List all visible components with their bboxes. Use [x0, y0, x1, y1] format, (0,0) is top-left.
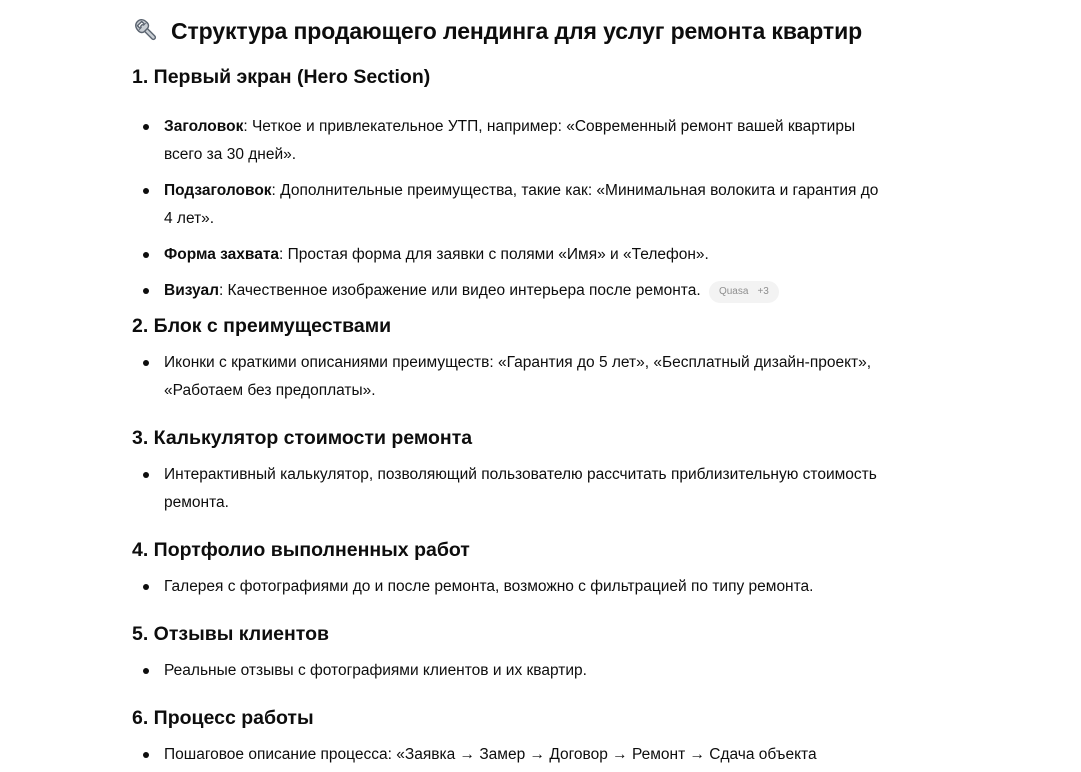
list-item: [132, 741, 912, 769]
bullet-list: [132, 741, 912, 769]
item-label: Форма захвата: [164, 246, 280, 263]
section-portfolio: [132, 537, 912, 601]
list-item: [132, 241, 912, 269]
section-heading: 2. Блок с преимуществами: [132, 315, 392, 337]
item-text: Интерактивный калькулятор, позволяющий пользователю рассчитать приблизительную стоимость: [164, 466, 877, 483]
list-item: [132, 113, 912, 169]
item-text-continued: ремонта.: [164, 494, 229, 511]
list-item: [132, 573, 912, 601]
citation-extra-count: +3: [757, 286, 769, 297]
section-heading: 5. Отзывы клиентов: [132, 623, 329, 645]
list-item: [132, 657, 912, 685]
bullet-dot: [143, 252, 149, 258]
section-heading: 3. Калькулятор стоимости ремонта: [132, 427, 473, 449]
item-text: Галерея с фотографиями до и после ремонта, возможно с фильтрацией по типу ремонта.: [164, 578, 814, 595]
bullet-list: [132, 113, 912, 305]
item-text-continued: всего за 30 дней».: [164, 146, 297, 163]
section-benefits: [132, 313, 912, 405]
section-heading: 6. Процесс работы: [132, 707, 314, 729]
bullet-dot: [143, 584, 149, 590]
bullet-dot: [143, 188, 149, 194]
list-item: [132, 461, 912, 517]
item-text: : Простая форма для заявки с полями «Имя» и «Телефон».: [279, 246, 709, 263]
bullet-list: [132, 657, 912, 685]
section-calculator: [132, 425, 912, 517]
page-title: [132, 14, 862, 48]
section-heading: 1. Первый экран (Hero Section): [132, 66, 431, 88]
bullet-list: [132, 349, 912, 405]
section-process: [132, 705, 912, 769]
bullet-dot: [143, 668, 149, 674]
item-text: Пошаговое описание процесса: «Заявка → Замер → Договор → Ремонт → Сдача объекта: [164, 746, 817, 763]
section-heading: 4. Портфолио выполненных работ: [132, 539, 470, 561]
item-text-continued: 4 лет».: [164, 210, 215, 227]
item-text: Иконки с краткими описаниями преимуществ: «Гарантия до 5 лет», «Бесплатный дизайн-проект»,: [164, 354, 872, 371]
section-reviews: [132, 621, 912, 685]
citation-source: Quasa: [718, 286, 749, 297]
list-item: [132, 277, 912, 305]
bullet-list: [132, 461, 912, 517]
bullet-dot: [143, 752, 149, 758]
item-text-continued: «Работаем без предоплаты».: [164, 382, 376, 399]
item-label: Заголовок: [164, 118, 244, 135]
bullet-list: [132, 573, 912, 601]
bullet-dot: [143, 472, 149, 478]
item-label: Визуал: [164, 282, 219, 299]
bullet-dot: [143, 124, 149, 130]
section-hero: [132, 64, 912, 305]
item-label: Подзаголовок: [164, 182, 272, 199]
item-text: Реальные отзывы с фотографиями клиентов и их квартир.: [164, 662, 587, 679]
item-text: : Четкое и привлекательное УТП, например: «Современный ремонт вашей квартиры: [243, 118, 856, 135]
bullet-dot: [143, 288, 149, 294]
list-item: [132, 177, 912, 233]
title-text: Структура продающего лендинга для услуг ремонта квартир: [171, 17, 863, 44]
item-text: : Качественное изображение или видео интерьера после ремонта.: [218, 282, 701, 299]
wrench-icon: [132, 16, 162, 46]
citation-chip[interactable]: [709, 281, 779, 303]
bullet-dot: [143, 360, 149, 366]
list-item: [132, 349, 912, 405]
item-text: : Дополнительные преимущества, такие как: «Минимальная волокита и гарантия до: [271, 182, 879, 199]
